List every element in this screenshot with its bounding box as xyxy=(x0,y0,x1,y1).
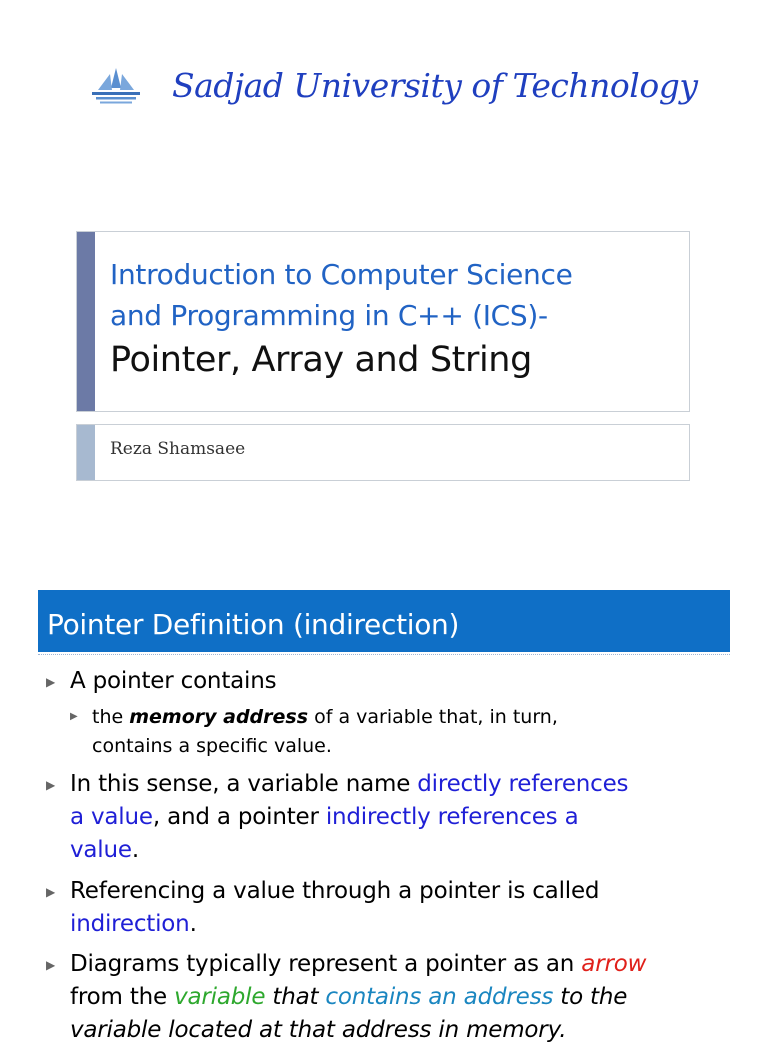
content-slide xyxy=(0,590,768,1043)
emphasis-text: memory address xyxy=(129,706,309,728)
triangle-bullet-icon: ▶ xyxy=(46,778,56,792)
emphasis-text: that xyxy=(265,984,326,1010)
text-run: Diagrams typically represent a pointer as an xyxy=(70,951,582,977)
text-run: from the xyxy=(70,984,175,1010)
sub-bullet-text xyxy=(92,706,558,728)
title-accent-bar xyxy=(77,232,95,411)
highlight-text: directly references xyxy=(417,771,629,797)
heading-divider xyxy=(38,654,730,655)
bullet-text xyxy=(70,951,646,977)
highlight-text: arrow xyxy=(581,951,647,977)
text-run: of a variable that, in turn, xyxy=(308,706,558,728)
text-run: . xyxy=(189,911,197,937)
bullet-text: A pointer contains xyxy=(70,668,277,694)
triangle-bullet-icon: ▶ xyxy=(46,958,56,972)
highlight-text: value xyxy=(70,837,132,863)
text-run: In this sense, a variable name xyxy=(70,771,418,797)
highlight-text: indirectly references a xyxy=(325,804,579,830)
highlight-text: variable xyxy=(174,984,266,1010)
text-run: . xyxy=(131,837,139,863)
title-box xyxy=(76,231,690,412)
author-box xyxy=(76,424,690,481)
author-name: Reza Shamsaee xyxy=(110,439,246,459)
bullet-continuation xyxy=(70,804,578,830)
bullet-continuation xyxy=(70,837,139,863)
triangle-bullet-icon: ▶ xyxy=(70,711,78,722)
highlight-text: a value xyxy=(70,804,153,830)
triangle-bullet-icon: ▶ xyxy=(46,885,56,899)
triangle-bullet-icon: ▶ xyxy=(46,675,56,689)
course-title-line-1: Introduction to Computer Science xyxy=(110,258,573,291)
bullet-text: Referencing a value through a pointer is called xyxy=(70,878,600,904)
emphasis-text: to the xyxy=(553,984,628,1010)
author-accent-bar xyxy=(77,425,95,480)
highlight-text: contains an address xyxy=(325,984,554,1010)
bullet-text xyxy=(70,771,628,797)
bullet-continuation: variable located at that address in memory. xyxy=(70,1017,567,1043)
university-name: Sadjad University of Technology xyxy=(172,66,698,105)
text-run: , and a pointer xyxy=(152,804,326,830)
slide-heading-bar xyxy=(38,590,730,652)
university-logo-icon xyxy=(90,66,142,106)
text-run: the xyxy=(92,706,130,728)
course-title-line-2: and Programming in C++ (ICS)- xyxy=(110,299,548,332)
lecture-title: Pointer, Array and String xyxy=(110,340,532,380)
bullet-continuation xyxy=(70,911,197,937)
bullet-continuation xyxy=(70,984,627,1010)
highlight-text: indirection xyxy=(70,911,190,937)
slide-heading: Pointer Definition (indirection) xyxy=(47,608,460,641)
sub-bullet-continuation: contains a specific value. xyxy=(92,735,332,757)
